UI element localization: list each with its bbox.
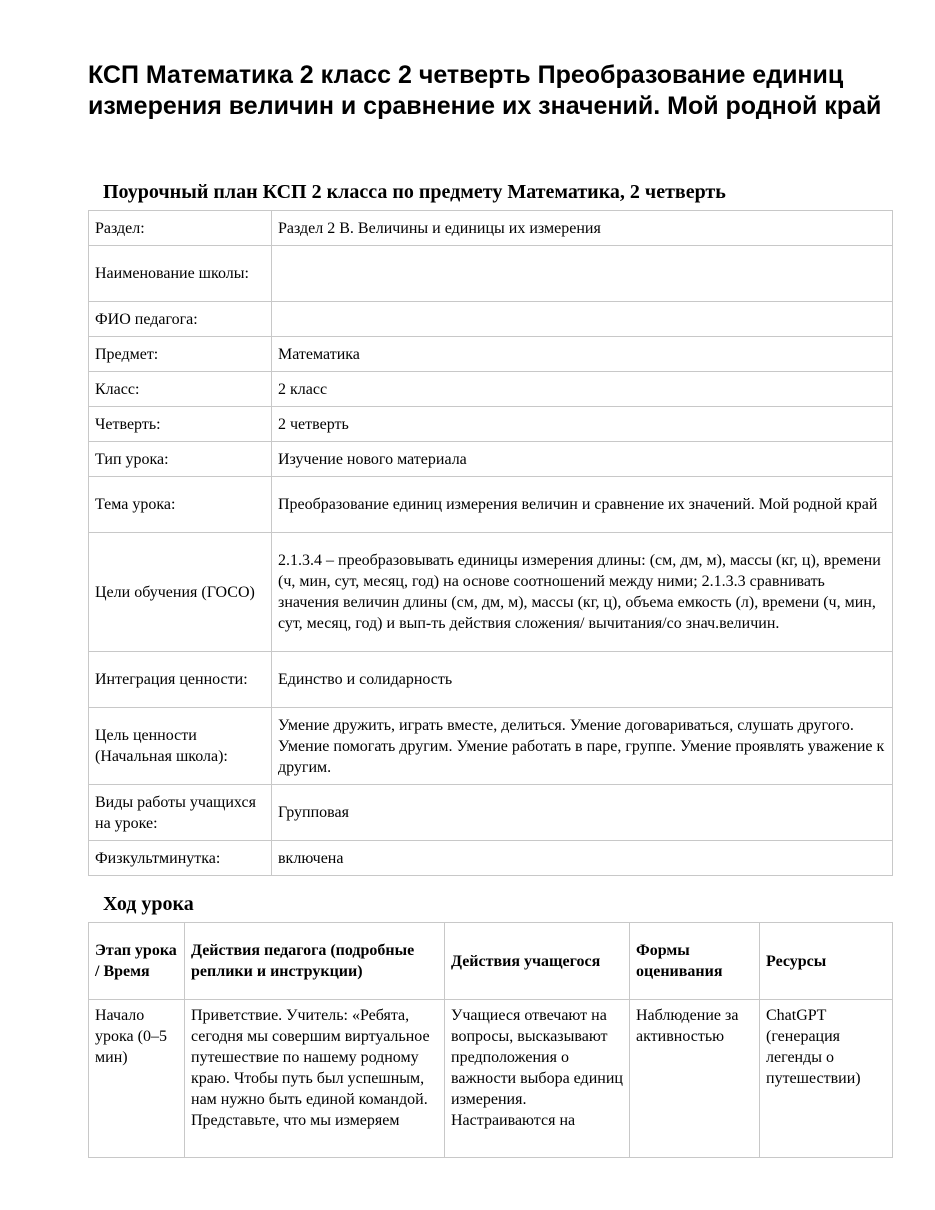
lesson-info-table: [88, 210, 893, 876]
table-cell: [89, 1000, 185, 1158]
row-label: Интеграция ценности:: [89, 652, 272, 708]
cell-text: ChatGPT (генерация легенды о путешествии): [766, 1007, 861, 1087]
cell-text: Наблюдение за активностью: [636, 1007, 739, 1045]
row-label: Цели обучения (ГОСО): [89, 533, 272, 652]
row-value: 2.1.3.4 – преобразовывать единицы измерения длины: (см, дм, м), массы (кг, ц), времени (ч, мин, сут, месяц, год) на основе соотношений между ними; 2.1.3.3 сравнивать значения величин длины (см, дм, м), массы (кг, ц), объема емкость (л), времени (ч, мин, сут, месяц, год) и вып-ть действия сложения/ вычитания/со знач.величин.: [272, 533, 893, 652]
row-value: Математика: [272, 337, 893, 372]
row-value: [272, 302, 893, 337]
table-row: [89, 337, 893, 372]
table-row: [89, 708, 893, 785]
row-value: Единство и солидарность: [272, 652, 893, 708]
row-label: Цель ценности (Начальная школа):: [89, 708, 272, 785]
table-cell: [445, 1000, 630, 1158]
row-label: Предмет:: [89, 337, 272, 372]
table-row: [89, 407, 893, 442]
cell-text: Приветствие. Учитель: «Ребята, сегодня мы совершим виртуальное путешествие по нашему родному краю. Чтобы путь был успешным, нам нужно быть единой командой. Представьте, что мы измеряем: [191, 1007, 430, 1129]
row-label: Тип урока:: [89, 442, 272, 477]
table-row: [89, 477, 893, 533]
row-label: Виды работы учащихся на уроке:: [89, 785, 272, 841]
table-cell: [185, 1000, 445, 1158]
cell-text: Учащиеся отвечают на вопросы, высказывают предположения о важности выбора единиц измерения. Настраиваются на: [451, 1007, 623, 1129]
lesson-course-table: [88, 922, 893, 1158]
row-value: [272, 246, 893, 302]
table-row: [89, 533, 893, 652]
row-label: ФИО педагога:: [89, 302, 272, 337]
column-header: Этап урока / Время: [89, 923, 185, 1000]
row-label: Четверть:: [89, 407, 272, 442]
document-title: КСП Математика 2 класс 2 четверть Преобразование единиц измерения величин и сравнение их значений. Мой родной край: [88, 61, 882, 120]
row-label: Наименование школы:: [89, 246, 272, 302]
row-value: Умение дружить, играть вместе, делиться. Умение договариваться, слушать другого. Умение помогать другим. Умение работать в паре, группе. Умение проявлять уважение к другим.: [272, 708, 893, 785]
column-header: Действия учащегося: [445, 923, 630, 1000]
plan-heading: Поурочный план КСП 2 класса по предмету Математика, 2 четверть: [103, 181, 726, 203]
table-header-row: [89, 923, 893, 1000]
table-cell: [760, 1000, 893, 1158]
row-label: Тема урока:: [89, 477, 272, 533]
table-row: [89, 841, 893, 876]
table-cell: [630, 1000, 760, 1158]
table-row: [89, 785, 893, 841]
row-value: Преобразование единиц измерения величин и сравнение их значений. Мой родной край: [272, 477, 893, 533]
table-row: [89, 1000, 893, 1158]
table-row: [89, 652, 893, 708]
row-value: 2 класс: [272, 372, 893, 407]
row-value: Групповая: [272, 785, 893, 841]
column-header: Действия педагога (подробные реплики и инструкции): [185, 923, 445, 1000]
table-row: [89, 442, 893, 477]
row-label: Физкультминутка:: [89, 841, 272, 876]
column-header: Формы оценивания: [630, 923, 760, 1000]
column-header: Ресурсы: [760, 923, 893, 1000]
table-row: [89, 372, 893, 407]
row-value: 2 четверть: [272, 407, 893, 442]
cell-text: Начало урока (0–5 мин): [95, 1007, 167, 1066]
row-label: Раздел:: [89, 211, 272, 246]
row-value: Раздел 2 В. Величины и единицы их измерения: [272, 211, 893, 246]
table-row: [89, 302, 893, 337]
row-value: Изучение нового материала: [272, 442, 893, 477]
row-value: включена: [272, 841, 893, 876]
row-label: Класс:: [89, 372, 272, 407]
table-row: [89, 211, 893, 246]
table-row: [89, 246, 893, 302]
course-heading: Ход урока: [103, 893, 194, 915]
